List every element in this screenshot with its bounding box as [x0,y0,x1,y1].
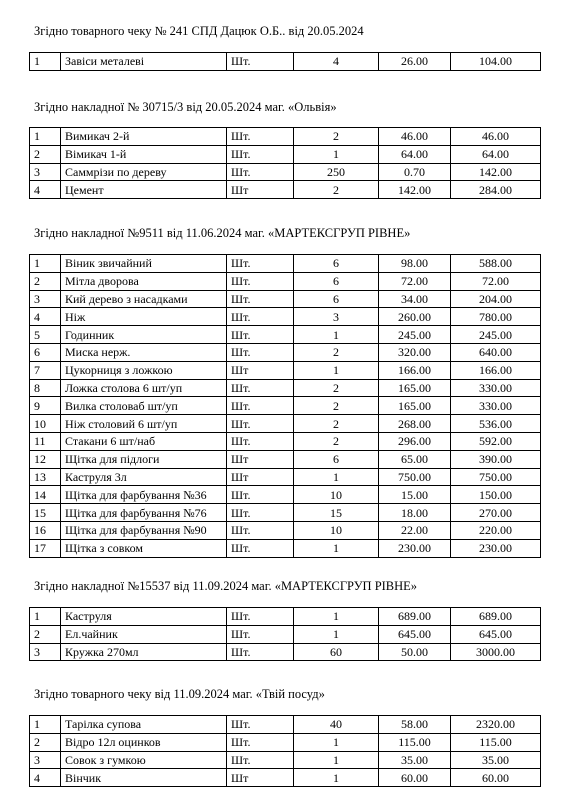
price-cell: 245.00 [379,326,451,344]
amount-cell: 330.00 [451,379,541,397]
price-cell: 22.00 [379,521,451,539]
table-row [30,486,541,504]
table-row [30,733,541,751]
table-row [30,128,541,146]
item-name-cell: Ложка столова 6 шт/уп [61,379,227,397]
price-cell: 165.00 [379,397,451,415]
unit-cell: Шт. [227,539,294,557]
table-row [30,539,541,557]
table-row [30,468,541,486]
quantity-cell: 15 [294,504,379,522]
table-row [30,326,541,344]
item-name-cell: Відро 12л оцинков [61,733,227,751]
row-number-cell: 2 [30,272,61,290]
quantity-cell: 3 [294,308,379,326]
section-heading: Згідно товарного чеку № 241 СПД Дацюк О.Б.. від 20.05.2024 [34,24,364,38]
quantity-cell: 6 [294,450,379,468]
item-name-cell: Цукорниця з ложкою [61,361,227,379]
unit-cell: Шт. [227,397,294,415]
quantity-cell: 6 [294,255,379,273]
row-number-cell: 11 [30,432,61,450]
quantity-cell: 1 [294,769,379,787]
price-cell: 260.00 [379,308,451,326]
unit-cell: Шт. [227,326,294,344]
item-name-cell: Кружка 270мл [61,643,227,661]
unit-cell: Шт. [227,53,294,71]
price-cell: 58.00 [379,716,451,734]
items-table [29,715,541,787]
price-cell: 18.00 [379,504,451,522]
section-heading: Згідно накладної №15537 від 11.09.2024 маг. «МАРТЕКСГРУП РІВНЕ» [34,579,418,593]
table-row [30,716,541,734]
item-name-cell: Цемент [61,181,227,199]
price-cell: 142.00 [379,181,451,199]
section-heading: Згідно товарного чеку від 11.09.2024 маг. «Твій посуд» [34,687,325,701]
price-cell: 268.00 [379,415,451,433]
quantity-cell: 1 [294,625,379,643]
row-number-cell: 7 [30,361,61,379]
row-number-cell: 6 [30,343,61,361]
quantity-cell: 1 [294,145,379,163]
row-number-cell: 12 [30,450,61,468]
row-number-cell: 5 [30,326,61,344]
row-number-cell: 1 [30,128,61,146]
item-name-cell: Каструля 3л [61,468,227,486]
unit-cell: Шт [227,450,294,468]
price-cell: 34.00 [379,290,451,308]
unit-cell: Шт [227,769,294,787]
quantity-cell: 1 [294,326,379,344]
table-row [30,769,541,787]
amount-cell: 390.00 [451,450,541,468]
table-row [30,608,541,626]
price-cell: 50.00 [379,643,451,661]
amount-cell: 2320.00 [451,716,541,734]
price-cell: 64.00 [379,145,451,163]
price-cell: 296.00 [379,432,451,450]
table-row [30,415,541,433]
amount-cell: 270.00 [451,504,541,522]
amount-cell: 245.00 [451,326,541,344]
amount-cell: 689.00 [451,608,541,626]
unit-cell: Шт [227,468,294,486]
amount-cell: 46.00 [451,128,541,146]
row-number-cell: 4 [30,308,61,326]
row-number-cell: 2 [30,625,61,643]
table-row [30,397,541,415]
item-name-cell: Щітка для підлоги [61,450,227,468]
price-cell: 645.00 [379,625,451,643]
quantity-cell: 10 [294,486,379,504]
unit-cell: Шт. [227,521,294,539]
quantity-cell: 1 [294,361,379,379]
quantity-cell: 1 [294,733,379,751]
price-cell: 60.00 [379,769,451,787]
unit-cell: Шт. [227,379,294,397]
row-number-cell: 15 [30,504,61,522]
item-name-cell: Стакани 6 шт/наб [61,432,227,450]
quantity-cell: 2 [294,397,379,415]
table-row [30,432,541,450]
quantity-cell: 1 [294,468,379,486]
price-cell: 689.00 [379,608,451,626]
table-row [30,379,541,397]
row-number-cell: 1 [30,255,61,273]
row-number-cell: 1 [30,608,61,626]
item-name-cell: Каструля [61,608,227,626]
item-name-cell: Ніж [61,308,227,326]
amount-cell: 166.00 [451,361,541,379]
item-name-cell: Вімикач 1-й [61,145,227,163]
amount-cell: 588.00 [451,255,541,273]
item-name-cell: Тарілка супова [61,716,227,734]
section-heading: Згідно накладної № 30715/3 від 20.05.2024 маг. «Ольвія» [34,100,337,114]
amount-cell: 35.00 [451,751,541,769]
quantity-cell: 2 [294,432,379,450]
amount-cell: 536.00 [451,415,541,433]
unit-cell: Шт. [227,163,294,181]
table-row [30,343,541,361]
item-name-cell: Миска нерж. [61,343,227,361]
price-cell: 320.00 [379,343,451,361]
amount-cell: 115.00 [451,733,541,751]
unit-cell: Шт. [227,272,294,290]
row-number-cell: 10 [30,415,61,433]
table-row [30,625,541,643]
unit-cell: Шт. [227,432,294,450]
quantity-cell: 6 [294,290,379,308]
table-row [30,255,541,273]
amount-cell: 645.00 [451,625,541,643]
amount-cell: 3000.00 [451,643,541,661]
row-number-cell: 1 [30,53,61,71]
item-name-cell: Годинник [61,326,227,344]
row-number-cell: 2 [30,145,61,163]
item-name-cell: Віник звичайний [61,255,227,273]
price-cell: 65.00 [379,450,451,468]
row-number-cell: 13 [30,468,61,486]
item-name-cell: Щітка з совком [61,539,227,557]
item-name-cell: Щітка для фарбування №36 [61,486,227,504]
quantity-cell: 1 [294,751,379,769]
row-number-cell: 4 [30,181,61,199]
unit-cell: Шт. [227,343,294,361]
amount-cell: 60.00 [451,769,541,787]
amount-cell: 72.00 [451,272,541,290]
row-number-cell: 4 [30,769,61,787]
items-table [29,127,541,199]
row-number-cell: 3 [30,163,61,181]
row-number-cell: 8 [30,379,61,397]
table-row [30,145,541,163]
quantity-cell: 10 [294,521,379,539]
price-cell: 26.00 [379,53,451,71]
quantity-cell: 40 [294,716,379,734]
items-table [29,607,541,661]
quantity-cell: 250 [294,163,379,181]
unit-cell: Шт. [227,308,294,326]
row-number-cell: 17 [30,539,61,557]
item-name-cell: Вилка столоваб шт/уп [61,397,227,415]
amount-cell: 780.00 [451,308,541,326]
quantity-cell: 1 [294,608,379,626]
unit-cell: Шт. [227,716,294,734]
items-table [29,254,541,558]
item-name-cell: Ел.чайник [61,625,227,643]
items-table [29,52,541,71]
table-row [30,361,541,379]
amount-cell: 230.00 [451,539,541,557]
table-row [30,751,541,769]
price-cell: 0.70 [379,163,451,181]
price-cell: 166.00 [379,361,451,379]
item-name-cell: Ніж столовий 6 шт/уп [61,415,227,433]
price-cell: 35.00 [379,751,451,769]
item-name-cell: Щітка для фарбування №76 [61,504,227,522]
amount-cell: 750.00 [451,468,541,486]
amount-cell: 284.00 [451,181,541,199]
price-cell: 72.00 [379,272,451,290]
table-row [30,643,541,661]
amount-cell: 104.00 [451,53,541,71]
section-heading: Згідно накладної №9511 від 11.06.2024 маг. «МАРТЕКСГРУП РІВНЕ» [34,226,411,240]
price-cell: 165.00 [379,379,451,397]
amount-cell: 640.00 [451,343,541,361]
quantity-cell: 2 [294,181,379,199]
table-row [30,450,541,468]
unit-cell: Шт. [227,504,294,522]
unit-cell: Шт. [227,733,294,751]
quantity-cell: 2 [294,343,379,361]
price-cell: 115.00 [379,733,451,751]
quantity-cell: 6 [294,272,379,290]
table-row [30,272,541,290]
unit-cell: Шт. [227,643,294,661]
unit-cell: Шт. [227,415,294,433]
row-number-cell: 1 [30,716,61,734]
row-number-cell: 3 [30,643,61,661]
quantity-cell: 60 [294,643,379,661]
quantity-cell: 2 [294,128,379,146]
unit-cell: Шт. [227,290,294,308]
item-name-cell: Кий дерево з насадками [61,290,227,308]
item-name-cell: Щітка для фарбування №90 [61,521,227,539]
row-number-cell: 9 [30,397,61,415]
table-row [30,163,541,181]
unit-cell: Шт. [227,486,294,504]
price-cell: 46.00 [379,128,451,146]
quantity-cell: 4 [294,53,379,71]
amount-cell: 64.00 [451,145,541,163]
amount-cell: 592.00 [451,432,541,450]
unit-cell: Шт. [227,255,294,273]
item-name-cell: Мітла дворова [61,272,227,290]
table-row [30,504,541,522]
item-name-cell: Вимикач 2-й [61,128,227,146]
quantity-cell: 2 [294,415,379,433]
price-cell: 98.00 [379,255,451,273]
amount-cell: 204.00 [451,290,541,308]
unit-cell: Шт. [227,145,294,163]
row-number-cell: 2 [30,733,61,751]
item-name-cell: Саммрізи по дереву [61,163,227,181]
unit-cell: Шт [227,361,294,379]
item-name-cell: Завіси металеві [61,53,227,71]
row-number-cell: 3 [30,290,61,308]
amount-cell: 330.00 [451,397,541,415]
table-row [30,521,541,539]
unit-cell: Шт. [227,751,294,769]
price-cell: 230.00 [379,539,451,557]
unit-cell: Шт [227,181,294,199]
table-row [30,290,541,308]
table-row [30,181,541,199]
price-cell: 750.00 [379,468,451,486]
unit-cell: Шт. [227,128,294,146]
unit-cell: Шт. [227,608,294,626]
row-number-cell: 14 [30,486,61,504]
amount-cell: 150.00 [451,486,541,504]
amount-cell: 142.00 [451,163,541,181]
unit-cell: Шт. [227,625,294,643]
table-row [30,53,541,71]
row-number-cell: 3 [30,751,61,769]
item-name-cell: Совок з гумкою [61,751,227,769]
item-name-cell: Вінчик [61,769,227,787]
row-number-cell: 16 [30,521,61,539]
amount-cell: 220.00 [451,521,541,539]
price-cell: 15.00 [379,486,451,504]
quantity-cell: 2 [294,379,379,397]
table-row [30,308,541,326]
quantity-cell: 1 [294,539,379,557]
